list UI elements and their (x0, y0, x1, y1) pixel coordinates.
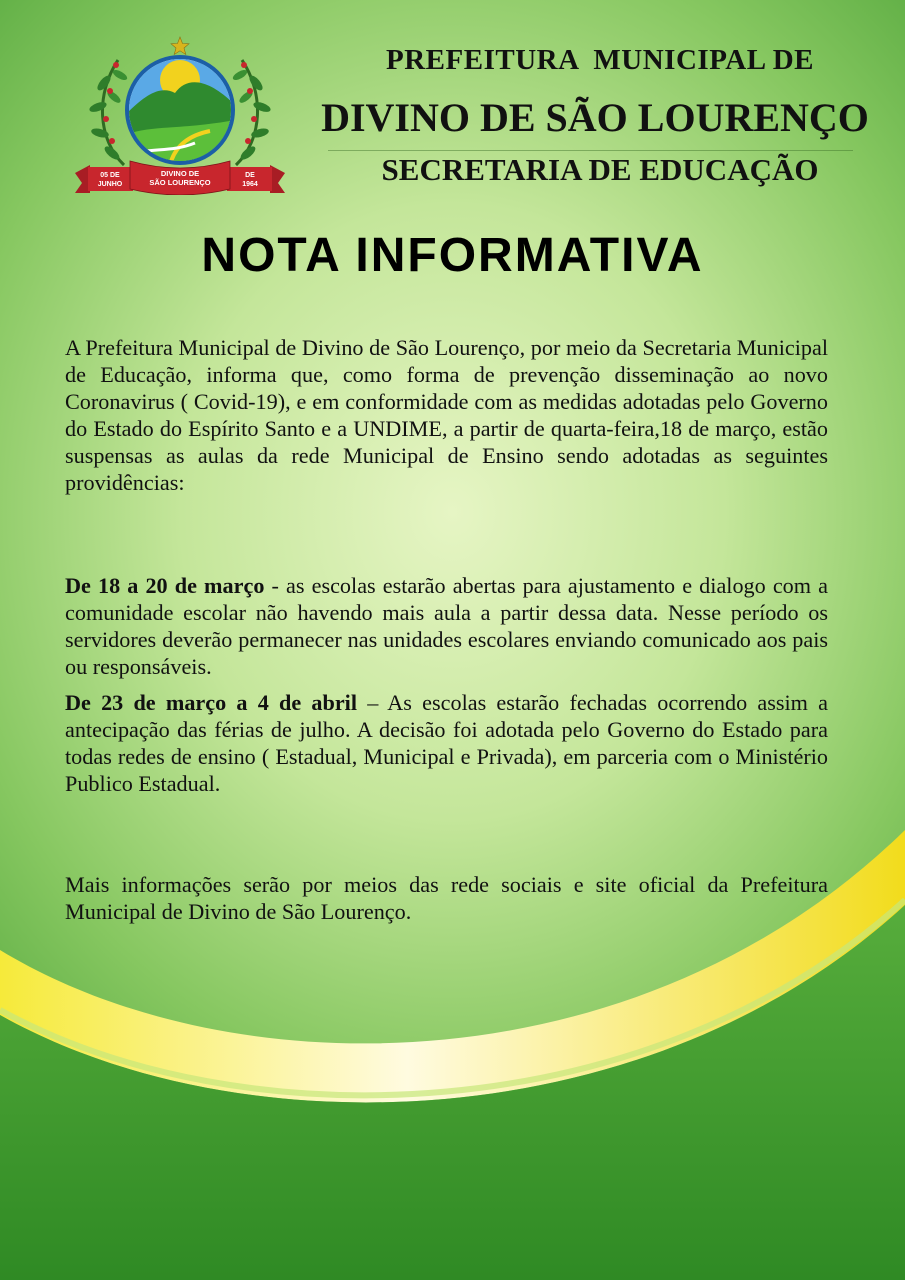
star-icon (171, 37, 189, 55)
seal-ribbon-left-line1: 05 DE (100, 172, 120, 179)
item-1-paragraph (65, 572, 828, 680)
item-2-heading: De 23 de março a 4 de abril (65, 690, 358, 715)
document-title: NOTA INFORMATIVA (201, 229, 704, 282)
ribbon-banner (75, 161, 285, 195)
header-line-1: PREFEITURA MUNICIPAL DE (386, 44, 814, 76)
seal-ribbon-right-line2: 1964 (242, 181, 258, 188)
seal-ribbon-center-line1: DIVINO DE (160, 169, 200, 178)
municipal-seal (70, 35, 290, 195)
intro-paragraph: A Prefeitura Municipal de Divino de São Lourenço, por meio da Secretaria Municipal de Educação, informa que, como forma de prevenção disseminação ao novo Coronavirus ( Covid-19), e em conformidade com as medidas adotadas pelo Governo do Estado do Espírito Santo e a UNDIME, a partir de quarta-feira,18 de março, estão suspensas as aulas da rede Municipal de Ensino sendo adotadas as seguintes providências: (65, 335, 828, 495)
item-2-paragraph (65, 689, 828, 797)
seal-ribbon-left-line2: JUNHO (97, 181, 123, 188)
header-line-2: DIVINO DE SÃO LOURENÇO (321, 95, 869, 140)
header-divider (328, 150, 853, 151)
seal-emblem (125, 55, 235, 165)
closing-paragraph: Mais informações serão por meios das rede sociais e site oficial da Prefeitura Municipal de Divino de São Lourenço. (65, 872, 828, 924)
item-1-heading: De 18 a 20 de março (65, 573, 265, 598)
item-2-text: – As escolas estarão fechadas ocorrendo assim a antecipação das férias de julho. A decisão foi adotada pelo Governo do Estado para todas redes de ensino ( Estadual, Municipal e Privada), em parceria com o Ministério Publico Estadual. (65, 690, 828, 796)
seal-ribbon-center-line2: SÃO LOURENÇO (149, 178, 211, 187)
header-line-3: SECRETARIA DE EDUCAÇÃO (381, 152, 819, 187)
seal-ribbon-right-line1: DE (245, 172, 255, 179)
item-1-text: - as escolas estarão abertas para ajustamento e dialogo com a comunidade escolar não havendo mais aula a partir dessa data. Nesse período os servidores deverão permanecer nas unidades escolares enviando comunicado aos pais ou responsáveis. (65, 573, 828, 679)
